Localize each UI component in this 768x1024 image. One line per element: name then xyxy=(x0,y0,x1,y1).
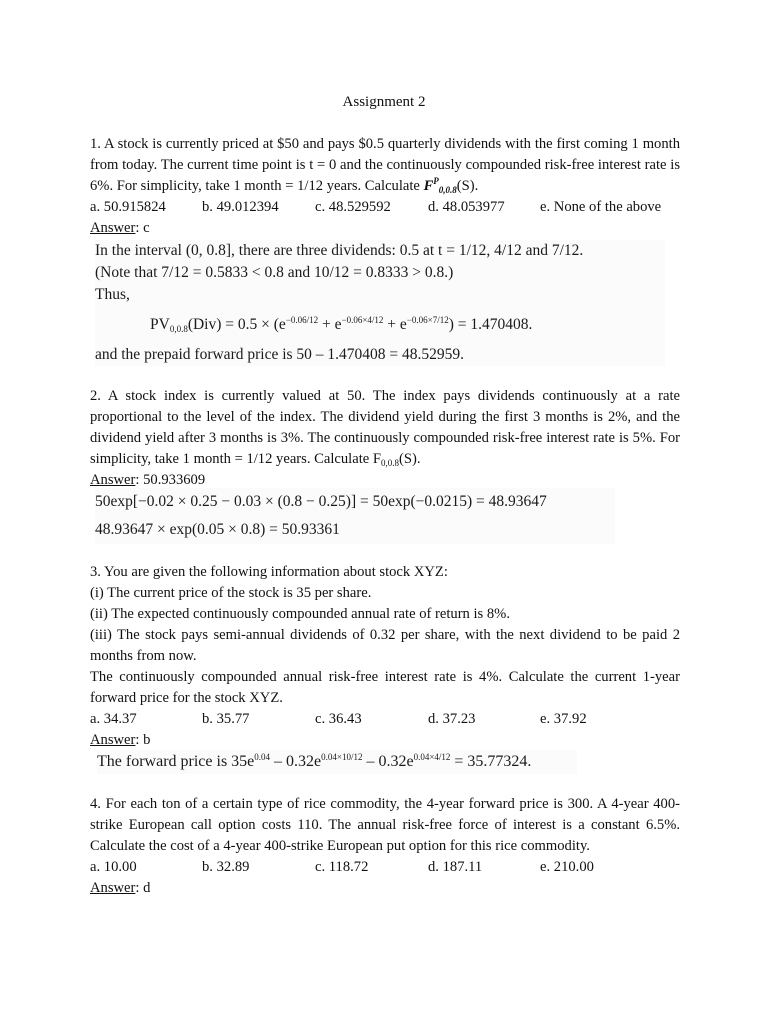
option-d: d. 37.23 xyxy=(428,711,476,727)
forward-symbol xyxy=(424,178,457,194)
question-1-stem-end: (S). xyxy=(456,178,479,194)
option-a: a. 10.00 xyxy=(90,859,137,875)
solution-line: (Note that 7/12 = 0.5833 < 0.8 and 10/12 = 0.8333 > 0.8.) xyxy=(95,264,454,281)
option-e: e. None of the above xyxy=(540,199,662,215)
question-2-sub: 0,0.8 xyxy=(381,458,399,468)
question-2-text: 2. A stock index is currently valued at 50. The index pays dividends continuously at a rate proportional to the level of the index. The dividend yield during the first 3 months is 2%, and the dividend yield after 3 months is 3%. The continuously compounded risk-free interest rate is 5%. For simplicity, take 1 month = 1/12 years. Calculate F xyxy=(90,388,680,467)
solution-line: Thus, xyxy=(95,286,130,303)
option-e: e. 210.00 xyxy=(540,859,594,875)
question-4-answer xyxy=(90,878,680,899)
eq-part: = 35.77324. xyxy=(450,753,532,770)
eq-part: – 0.32e xyxy=(362,753,414,770)
question-1-solution xyxy=(95,240,665,366)
eq-part: + e xyxy=(383,316,407,333)
eq-part: The forward price is 35e xyxy=(97,753,255,770)
answer-label: Answer xyxy=(90,880,136,896)
eq-exp: 0.04×10/12 xyxy=(321,752,363,762)
answer-label: Answer xyxy=(90,732,136,748)
question-1-text: 1. A stock is currently priced at $50 and pays $0.5 quarterly dividends with the first coming 1 month from today. The current time point is t = 0 and the continuously compounded risk-free interest rate is 6%. For simplicity, take 1 month = 1/12 years. Calculate xyxy=(90,136,680,194)
answer-value: : b xyxy=(135,732,151,748)
eq-part: (Div) = 0.5 × (e xyxy=(187,316,286,333)
question-3-line: (i) The current price of the stock is 35 per share. xyxy=(90,585,372,601)
eq-part: – 0.32e xyxy=(270,753,322,770)
option-b: b. 35.77 xyxy=(202,711,250,727)
option-d: d. 187.11 xyxy=(428,859,483,875)
question-1 xyxy=(90,134,680,239)
solution-forward-equation xyxy=(97,750,577,774)
question-3-line: (iii) The stock pays semi-annual dividends of 0.32 per share, with the next dividend to be paid 2 months from now. xyxy=(90,627,680,664)
question-3-solution xyxy=(97,750,577,774)
question-3-line: 3. You are given the following information about stock XYZ: xyxy=(90,564,448,580)
eq-exp: 0.04 xyxy=(254,752,271,762)
forward-symbol-sup: P xyxy=(433,176,439,186)
option-b: b. 49.012394 xyxy=(202,199,279,215)
solution-line: 50exp[−0.02 × 0.25 − 0.03 × (0.8 − 0.25)] = 50exp(−0.0215) = 48.93647 xyxy=(95,493,547,510)
question-3-options xyxy=(90,709,680,730)
question-2-stem xyxy=(90,386,680,470)
question-1-options xyxy=(90,197,680,218)
question-3-line: The continuously compounded annual risk-free interest rate is 4%. Calculate the current 1-year forward price for the stock XYZ. xyxy=(90,669,680,706)
solution-line: In the interval (0, 0.8], there are three dividends: 0.5 at t = 1/12, 4/12 and 7/12. xyxy=(95,242,584,259)
eq-exp: 0.04×4/12 xyxy=(413,752,451,762)
question-4-options xyxy=(90,857,680,878)
eq-part: + e xyxy=(318,316,342,333)
question-3-answer xyxy=(90,730,680,751)
question-3-line: (ii) The expected continuously compounded annual rate of return is 8%. xyxy=(90,606,510,622)
eq-part: ) = 1.470408. xyxy=(448,316,533,333)
answer-value: : d xyxy=(135,880,151,896)
option-a: a. 34.37 xyxy=(90,711,137,727)
solution-line: 48.93647 × exp(0.05 × 0.8) = 50.93361 xyxy=(95,521,340,538)
option-c: c. 36.43 xyxy=(315,711,362,727)
eq-exp: −0.06×4/12 xyxy=(341,315,384,325)
question-4-stem: 4. For each ton of a certain type of rice commodity, the 4-year forward price is 300. A 4-year 400-strike European call option costs 110. The annual risk-free force of interest is a constant 6.5%. Calculate the cost of a 4-year 400-strike European put option for this rice commodity. xyxy=(90,796,680,854)
answer-label: Answer xyxy=(90,472,136,488)
option-d: d. 48.053977 xyxy=(428,199,505,215)
solution-line: and the prepaid forward price is 50 – 1.470408 = 48.52959. xyxy=(95,346,465,363)
option-c: c. 48.529592 xyxy=(315,199,391,215)
option-a: a. 50.915824 xyxy=(90,199,166,215)
option-e: e. 37.92 xyxy=(540,711,587,727)
forward-symbol-sub: 0,0.8 xyxy=(438,185,457,195)
eq-exp: −0.06/12 xyxy=(285,315,319,325)
option-c: c. 118.72 xyxy=(315,859,369,875)
answer-value: : 50.933609 xyxy=(135,472,206,488)
question-2-solution xyxy=(95,488,615,544)
question-1-answer xyxy=(90,218,680,239)
option-b: b. 32.89 xyxy=(202,859,250,875)
question-1-stem xyxy=(90,134,680,197)
eq-part: PV xyxy=(150,316,170,333)
question-2-stem-end: (S). xyxy=(399,451,421,467)
answer-value: : c xyxy=(135,220,150,236)
question-3 xyxy=(90,562,680,751)
forward-symbol-letter: F xyxy=(423,178,434,194)
eq-sub: 0,0.8 xyxy=(169,324,188,334)
eq-exp: −0.06×7/12 xyxy=(406,315,449,325)
question-4 xyxy=(90,794,680,899)
question-2 xyxy=(90,386,680,491)
page-title: Assignment 2 xyxy=(342,94,426,110)
answer-label: Answer xyxy=(90,220,136,236)
solution-pv-equation xyxy=(95,314,665,336)
